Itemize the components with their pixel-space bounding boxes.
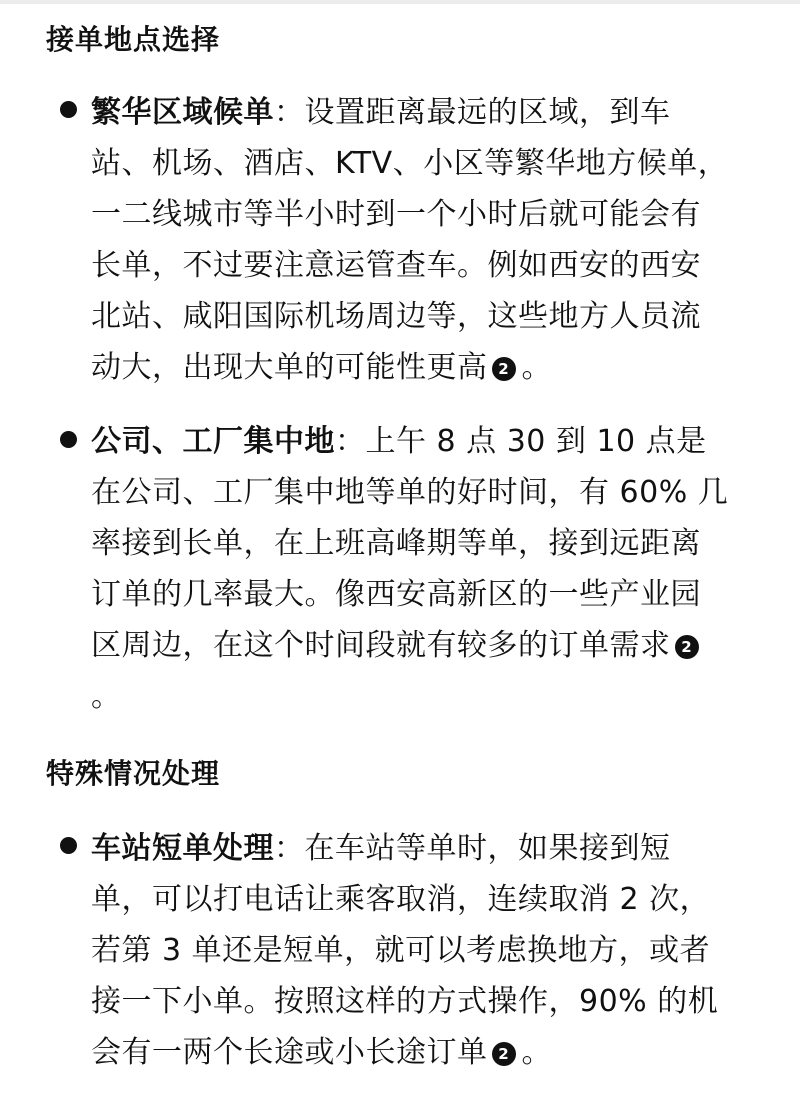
item-lead: 公司、工厂集中地 <box>91 424 335 459</box>
item-body: 在车站等单时，如果接到短单，可以打电话让乘客取消，连续取消 2 次，若第 3 单还是短单，就可以考虑换地方，或者接一下小单。按照这样的方式操作，90% 的机会有一两个长途或小长途订单 <box>91 831 719 1070</box>
bullet-icon <box>60 837 77 854</box>
item-body: 设置距离最远的区域，到车站、机场、酒店、KTV、小区等繁华地方候单，一二线城市等半小时到一个小时后就可能会有长单，不过要注意运管查车。例如西安的西安北站、咸阳国际机场周边等，这些地方人员流动大，出现大单的可能性更高 <box>91 95 729 385</box>
bullet-text <box>91 416 731 722</box>
bullet-icon <box>60 431 77 448</box>
bullet-text <box>91 823 731 1078</box>
top-divider <box>0 0 800 4</box>
bullet-icon <box>60 101 77 118</box>
item-lead: 车站短单处理 <box>91 831 274 866</box>
section-heading-special: 特殊情况处理 <box>46 757 221 790</box>
item-separator: ： <box>274 831 305 866</box>
item-separator: ： <box>335 424 366 459</box>
item-lead: 繁华区域候单 <box>91 95 274 130</box>
citation-badge[interactable]: 2 <box>675 635 699 659</box>
item-body: 上午 8 点 30 到 10 点是在公司、工厂集中地等单的好时间，有 60% 几率接到长单，在上班高峰期等单，接到远距离订单的几率最大。像西安高新区的一些产业园区周边，在这个时间段就有较多的订单需求 <box>91 424 729 663</box>
section-heading-location: 接单地点选择 <box>46 23 221 56</box>
item-separator: ： <box>274 95 305 130</box>
citation-badge[interactable]: 2 <box>492 357 516 381</box>
citation-badge[interactable]: 2 <box>492 1042 516 1066</box>
item-end: 。 <box>521 350 552 385</box>
bullet-text <box>91 87 731 393</box>
item-end: 。 <box>91 679 122 714</box>
item-end: 。 <box>521 1035 552 1070</box>
